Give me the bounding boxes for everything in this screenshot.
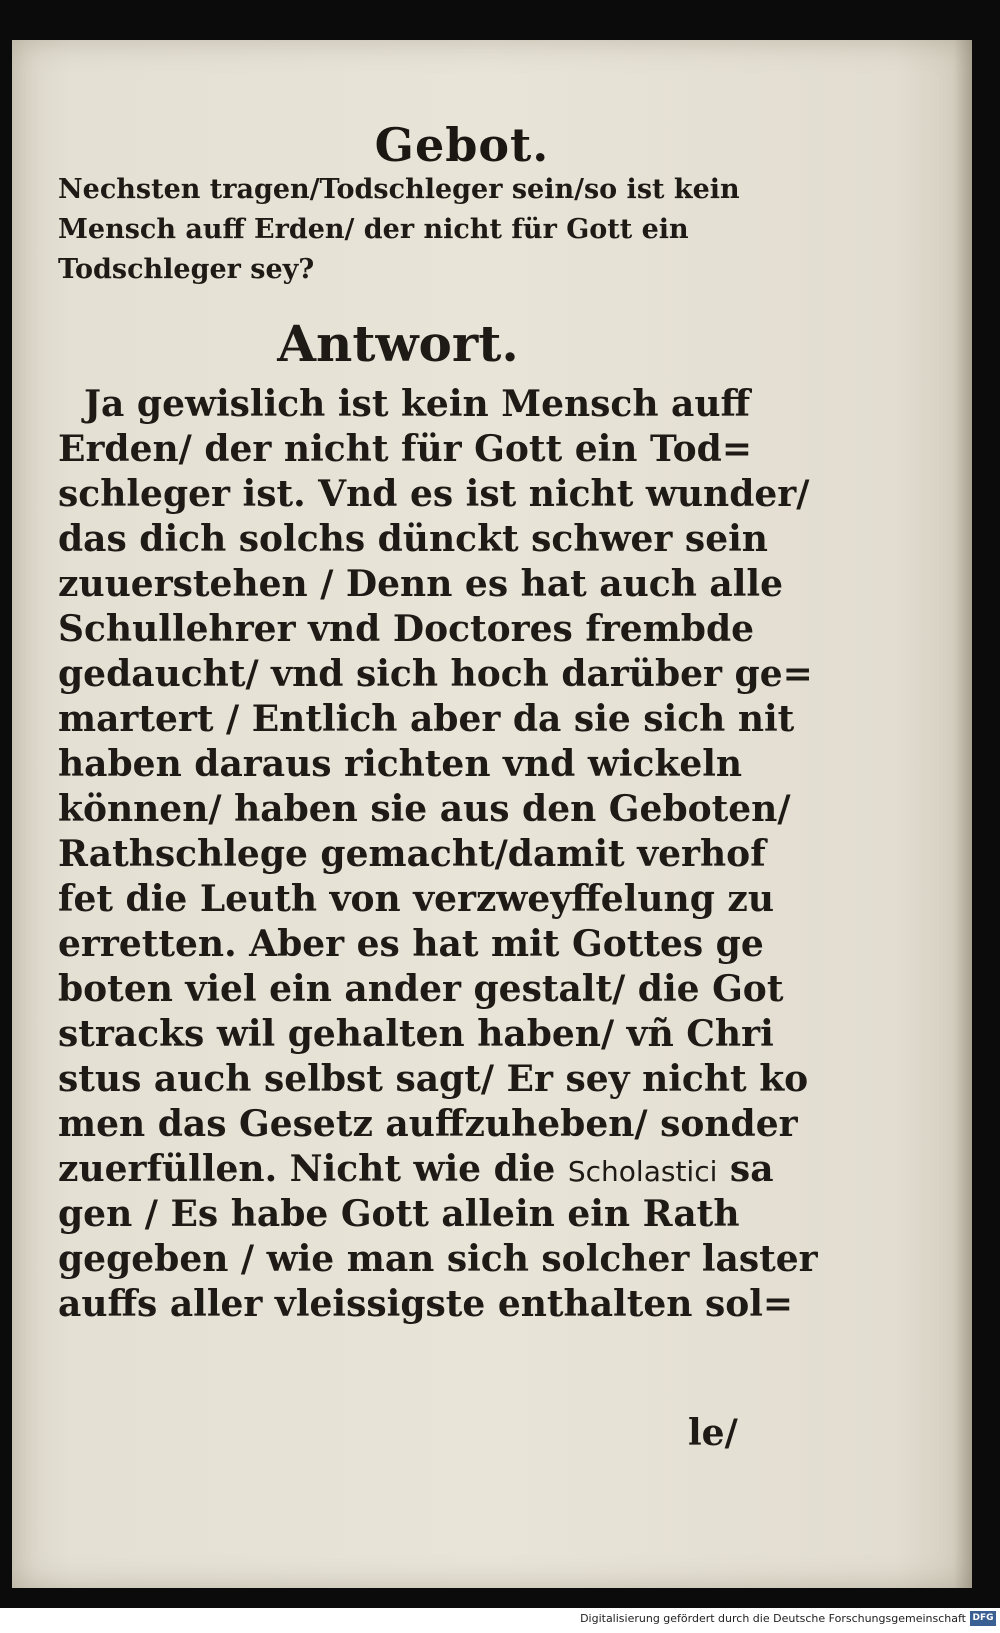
body-line: Rathschlege gemacht/damit verhof [58, 833, 766, 875]
body-line: boten viel ein ander gestalt/ die Got [58, 968, 784, 1010]
body-line: fet die Leuth von verzweyffelung zu [58, 878, 775, 920]
body-text-fragment: zuerfüllen. Nicht wie die [58, 1148, 568, 1190]
body-line: Ja gewislich ist kein Mensch auff [84, 383, 751, 425]
body-line-mixed [58, 1147, 774, 1192]
section-heading: Antwort. [277, 314, 519, 373]
body-line: schleger ist. Vnd es ist nicht wunder/ [58, 473, 810, 515]
body-line: können/ haben sie aus den Geboten/ [58, 788, 791, 830]
book-page [12, 40, 972, 1588]
body-text-fragment: sa [717, 1148, 774, 1190]
body-line: erretten. Aber es hat mit Gottes ge [58, 923, 764, 965]
body-line: das dich solchs dünckt schwer sein [58, 518, 768, 560]
body-line: gegeben / wie man sich solcher laster [58, 1238, 818, 1280]
body-line: martert / Entlich aber da sie sich nit [58, 698, 795, 740]
body-line: haben daraus richten vnd wickeln [58, 743, 743, 785]
body-line: stus auch selbst sagt/ Er sey nicht ko [58, 1058, 809, 1100]
body-line: men das Gesetz auffzuheben/ sonder [58, 1103, 798, 1145]
body-line: zuuerstehen / Denn es hat auch alle [58, 563, 784, 605]
page-edge-shadow [954, 40, 972, 1588]
catchword: le/ [688, 1412, 738, 1454]
body-line: stracks wil gehalten haben/ vñ Chri [58, 1013, 774, 1055]
body-line: Schullehrer vnd Doctores frembde [58, 608, 755, 650]
running-head: Gebot. [374, 118, 550, 172]
funding-credit: Digitalisierung gefördert durch die Deutsche Forschungsgemeinschaft [580, 1612, 966, 1625]
body-line: auffs aller vleissigste enthalten sol= [58, 1283, 794, 1325]
dfg-logo-icon: DFG [970, 1611, 996, 1626]
body-line: gedaucht/ vnd sich hoch darüber ge= [58, 653, 813, 695]
intro-line: Nechsten tragen/Todschleger sein/so ist kein [58, 174, 740, 205]
intro-line: Mensch auff Erden/ der nicht für Gott ein [58, 214, 689, 245]
text-block [58, 170, 818, 1327]
body-line: gen / Es habe Gott allein ein Rath [58, 1193, 740, 1235]
body-line: Erden/ der nicht für Gott ein Tod= [58, 428, 753, 470]
intro-line: Todschleger sey? [58, 254, 315, 285]
latin-term: Scholastici [567, 1155, 718, 1188]
